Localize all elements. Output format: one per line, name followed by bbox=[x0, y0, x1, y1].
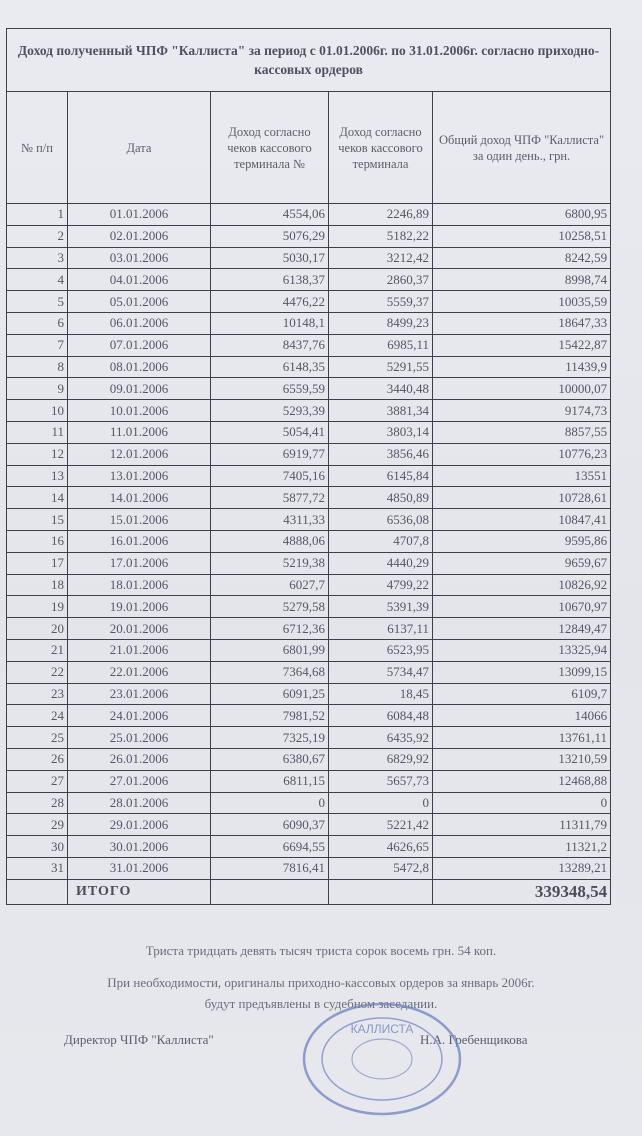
row-number: 8 bbox=[7, 356, 68, 378]
table-row bbox=[7, 705, 611, 727]
row-date: 25.01.2006 bbox=[68, 727, 211, 749]
row-income-terminal-1: 5219,38 bbox=[211, 552, 329, 574]
table-row bbox=[7, 487, 611, 509]
row-number: 1 bbox=[7, 204, 68, 226]
row-total: 9595,86 bbox=[433, 530, 611, 552]
row-total: 13325,94 bbox=[433, 639, 611, 661]
row-income-terminal-2: 2246,89 bbox=[329, 204, 433, 226]
row-income-terminal-2: 6523,95 bbox=[329, 639, 433, 661]
row-total: 10728,61 bbox=[433, 487, 611, 509]
row-date: 10.01.2006 bbox=[68, 400, 211, 422]
row-total: 6800,95 bbox=[433, 204, 611, 226]
row-total: 12849,47 bbox=[433, 618, 611, 640]
row-date: 12.01.2006 bbox=[68, 443, 211, 465]
row-income-terminal-1: 6027,7 bbox=[211, 574, 329, 596]
row-number: 26 bbox=[7, 748, 68, 770]
row-date: 22.01.2006 bbox=[68, 661, 211, 683]
row-total: 15422,87 bbox=[433, 334, 611, 356]
table-title: Доход полученный ЧПФ "Каллиста" за период с 01.01.2006г. по 31.01.2006г. согласно приходно-кассовых ордеров bbox=[7, 29, 611, 92]
table-row bbox=[7, 269, 611, 291]
row-date: 13.01.2006 bbox=[68, 465, 211, 487]
row-number: 16 bbox=[7, 530, 68, 552]
table-row bbox=[7, 421, 611, 443]
row-income-terminal-2: 4626,65 bbox=[329, 836, 433, 858]
note-line-1: При необходимости, оригиналы приходно-кассовых ордеров за январь 2006г. bbox=[107, 975, 535, 990]
row-total: 8857,55 bbox=[433, 421, 611, 443]
table-row bbox=[7, 770, 611, 792]
row-total: 9659,67 bbox=[433, 552, 611, 574]
row-income-terminal-2: 6137,11 bbox=[329, 618, 433, 640]
row-date: 18.01.2006 bbox=[68, 574, 211, 596]
row-income-terminal-1: 4476,22 bbox=[211, 291, 329, 313]
row-income-terminal-2: 4440,29 bbox=[329, 552, 433, 574]
total-value: 339348,54 bbox=[433, 879, 611, 904]
row-date: 17.01.2006 bbox=[68, 552, 211, 574]
row-number: 10 bbox=[7, 400, 68, 422]
row-total: 8998,74 bbox=[433, 269, 611, 291]
row-date: 19.01.2006 bbox=[68, 596, 211, 618]
row-income-terminal-1: 7325,19 bbox=[211, 727, 329, 749]
table-row bbox=[7, 683, 611, 705]
row-date: 06.01.2006 bbox=[68, 312, 211, 334]
row-date: 05.01.2006 bbox=[68, 291, 211, 313]
row-date: 14.01.2006 bbox=[68, 487, 211, 509]
row-income-terminal-1: 5279,58 bbox=[211, 596, 329, 618]
row-total: 8242,59 bbox=[433, 247, 611, 269]
row-date: 07.01.2006 bbox=[68, 334, 211, 356]
row-income-terminal-2: 8499,23 bbox=[329, 312, 433, 334]
row-total: 12468,88 bbox=[433, 770, 611, 792]
row-date: 11.01.2006 bbox=[68, 421, 211, 443]
table-body bbox=[7, 204, 611, 880]
row-number: 21 bbox=[7, 639, 68, 661]
row-income-terminal-1: 5076,29 bbox=[211, 225, 329, 247]
table-row bbox=[7, 530, 611, 552]
row-income-terminal-1: 5293,39 bbox=[211, 400, 329, 422]
row-number: 2 bbox=[7, 225, 68, 247]
row-date: 01.01.2006 bbox=[68, 204, 211, 226]
row-total: 14066 bbox=[433, 705, 611, 727]
row-income-terminal-2: 3440,48 bbox=[329, 378, 433, 400]
row-number: 23 bbox=[7, 683, 68, 705]
table-row bbox=[7, 378, 611, 400]
row-income-terminal-1: 5030,17 bbox=[211, 247, 329, 269]
row-number: 19 bbox=[7, 596, 68, 618]
table-row bbox=[7, 204, 611, 226]
table-row bbox=[7, 814, 611, 836]
row-income-terminal-1: 5054,41 bbox=[211, 421, 329, 443]
row-total: 9174,73 bbox=[433, 400, 611, 422]
row-income-terminal-1: 6090,37 bbox=[211, 814, 329, 836]
row-income-terminal-2: 2860,37 bbox=[329, 269, 433, 291]
table-row bbox=[7, 618, 611, 640]
row-income-terminal-2: 5559,37 bbox=[329, 291, 433, 313]
total-empty-cell bbox=[7, 879, 68, 904]
row-total: 10847,41 bbox=[433, 509, 611, 531]
total-empty-cell bbox=[329, 879, 433, 904]
table-row bbox=[7, 443, 611, 465]
row-total: 10035,59 bbox=[433, 291, 611, 313]
row-income-terminal-1: 6091,25 bbox=[211, 683, 329, 705]
table-row bbox=[7, 400, 611, 422]
row-income-terminal-2: 6084,48 bbox=[329, 705, 433, 727]
row-income-terminal-1: 6919,77 bbox=[211, 443, 329, 465]
row-income-terminal-2: 5221,42 bbox=[329, 814, 433, 836]
row-date: 15.01.2006 bbox=[68, 509, 211, 531]
header-income-terminal-2: Доход согласно чеков кассового терминала bbox=[329, 92, 433, 204]
table-row bbox=[7, 552, 611, 574]
row-income-terminal-2: 5657,73 bbox=[329, 770, 433, 792]
header-num: № п/п bbox=[7, 92, 68, 204]
total-empty-cell bbox=[211, 879, 329, 904]
row-number: 4 bbox=[7, 269, 68, 291]
row-date: 04.01.2006 bbox=[68, 269, 211, 291]
row-date: 30.01.2006 bbox=[68, 836, 211, 858]
total-label: ИТОГО bbox=[68, 879, 211, 904]
row-total: 10258,51 bbox=[433, 225, 611, 247]
stamp-text: КАЛЛИСТА bbox=[350, 1022, 414, 1036]
header-total-per-day: Общий доход ЧПФ "Каллиста" за один день., грн. bbox=[433, 92, 611, 204]
row-number: 24 bbox=[7, 705, 68, 727]
row-total: 13210,59 bbox=[433, 748, 611, 770]
row-number: 6 bbox=[7, 312, 68, 334]
row-income-terminal-1: 6712,36 bbox=[211, 618, 329, 640]
row-number: 30 bbox=[7, 836, 68, 858]
row-date: 02.01.2006 bbox=[68, 225, 211, 247]
row-income-terminal-1: 6801,99 bbox=[211, 639, 329, 661]
table-row bbox=[7, 836, 611, 858]
row-number: 7 bbox=[7, 334, 68, 356]
round-seal-stamp bbox=[300, 1000, 464, 1118]
row-income-terminal-2: 5472,8 bbox=[329, 857, 433, 879]
row-total: 11321,2 bbox=[433, 836, 611, 858]
row-income-terminal-2: 5391,39 bbox=[329, 596, 433, 618]
row-income-terminal-2: 3881,34 bbox=[329, 400, 433, 422]
row-income-terminal-1: 6694,55 bbox=[211, 836, 329, 858]
row-number: 31 bbox=[7, 857, 68, 879]
row-income-terminal-1: 5877,72 bbox=[211, 487, 329, 509]
row-number: 14 bbox=[7, 487, 68, 509]
row-number: 5 bbox=[7, 291, 68, 313]
row-number: 15 bbox=[7, 509, 68, 531]
row-income-terminal-1: 6380,67 bbox=[211, 748, 329, 770]
row-income-terminal-2: 6536,08 bbox=[329, 509, 433, 531]
row-date: 23.01.2006 bbox=[68, 683, 211, 705]
row-date: 20.01.2006 bbox=[68, 618, 211, 640]
row-income-terminal-2: 18,45 bbox=[329, 683, 433, 705]
row-income-terminal-2: 5182,22 bbox=[329, 225, 433, 247]
table-row bbox=[7, 792, 611, 814]
row-number: 20 bbox=[7, 618, 68, 640]
table-row bbox=[7, 465, 611, 487]
director-position: Директор ЧПФ "Каллиста" bbox=[64, 1032, 214, 1047]
table-row bbox=[7, 225, 611, 247]
row-date: 29.01.2006 bbox=[68, 814, 211, 836]
row-total: 11439,9 bbox=[433, 356, 611, 378]
row-income-terminal-2: 6829,92 bbox=[329, 748, 433, 770]
table-row bbox=[7, 334, 611, 356]
row-income-terminal-2: 3212,42 bbox=[329, 247, 433, 269]
row-income-terminal-2: 5291,55 bbox=[329, 356, 433, 378]
table-row bbox=[7, 509, 611, 531]
row-income-terminal-1: 4311,33 bbox=[211, 509, 329, 531]
table-row bbox=[7, 574, 611, 596]
row-income-terminal-1: 6148,35 bbox=[211, 356, 329, 378]
row-income-terminal-1: 6811,15 bbox=[211, 770, 329, 792]
row-income-terminal-1: 7405,16 bbox=[211, 465, 329, 487]
row-number: 17 bbox=[7, 552, 68, 574]
row-income-terminal-2: 3803,14 bbox=[329, 421, 433, 443]
row-income-terminal-1: 4554,06 bbox=[211, 204, 329, 226]
row-income-terminal-2: 3856,46 bbox=[329, 443, 433, 465]
row-date: 24.01.2006 bbox=[68, 705, 211, 727]
table-row bbox=[7, 857, 611, 879]
row-total: 0 bbox=[433, 792, 611, 814]
row-income-terminal-1: 8437,76 bbox=[211, 334, 329, 356]
row-income-terminal-2: 4707,8 bbox=[329, 530, 433, 552]
row-number: 25 bbox=[7, 727, 68, 749]
row-date: 26.01.2006 bbox=[68, 748, 211, 770]
row-income-terminal-1: 7816,41 bbox=[211, 857, 329, 879]
row-date: 31.01.2006 bbox=[68, 857, 211, 879]
total-row bbox=[7, 879, 611, 904]
row-income-terminal-1: 0 bbox=[211, 792, 329, 814]
table-row bbox=[7, 639, 611, 661]
table-row bbox=[7, 356, 611, 378]
row-date: 09.01.2006 bbox=[68, 378, 211, 400]
row-income-terminal-1: 6138,37 bbox=[211, 269, 329, 291]
row-income-terminal-1: 6559,59 bbox=[211, 378, 329, 400]
table-row bbox=[7, 291, 611, 313]
row-date: 27.01.2006 bbox=[68, 770, 211, 792]
row-date: 08.01.2006 bbox=[68, 356, 211, 378]
row-date: 16.01.2006 bbox=[68, 530, 211, 552]
director-name: Н.А. Гребенщикова bbox=[420, 1032, 528, 1047]
header-income-terminal-1: Доход согласно чеков кассового терминала № bbox=[211, 92, 329, 204]
table-row bbox=[7, 727, 611, 749]
row-number: 22 bbox=[7, 661, 68, 683]
row-income-terminal-1: 7364,68 bbox=[211, 661, 329, 683]
row-income-terminal-2: 6435,92 bbox=[329, 727, 433, 749]
row-total: 10000,07 bbox=[433, 378, 611, 400]
row-total: 10670,97 bbox=[433, 596, 611, 618]
row-number: 18 bbox=[7, 574, 68, 596]
table-row bbox=[7, 247, 611, 269]
sum-in-words: Триста тридцать девять тысяч триста сорок восемь грн. 54 коп. bbox=[145, 943, 497, 958]
row-income-terminal-2: 0 bbox=[329, 792, 433, 814]
row-number: 28 bbox=[7, 792, 68, 814]
row-number: 12 bbox=[7, 443, 68, 465]
header-date: Дата bbox=[68, 92, 211, 204]
row-total: 13761,11 bbox=[433, 727, 611, 749]
row-income-terminal-2: 4799,22 bbox=[329, 574, 433, 596]
table-row bbox=[7, 312, 611, 334]
row-total: 18647,33 bbox=[433, 312, 611, 334]
row-income-terminal-2: 6145,84 bbox=[329, 465, 433, 487]
row-number: 13 bbox=[7, 465, 68, 487]
row-date: 03.01.2006 bbox=[68, 247, 211, 269]
row-total: 10826,92 bbox=[433, 574, 611, 596]
table-row bbox=[7, 596, 611, 618]
row-income-terminal-1: 10148,1 bbox=[211, 312, 329, 334]
row-total: 10776,23 bbox=[433, 443, 611, 465]
row-total: 6109,7 bbox=[433, 683, 611, 705]
row-number: 11 bbox=[7, 421, 68, 443]
row-income-terminal-2: 5734,47 bbox=[329, 661, 433, 683]
row-number: 27 bbox=[7, 770, 68, 792]
row-income-terminal-1: 7981,52 bbox=[211, 705, 329, 727]
note-line-2: будут предъявлены в судебном заседании. bbox=[204, 996, 438, 1011]
row-income-terminal-2: 6985,11 bbox=[329, 334, 433, 356]
row-date: 28.01.2006 bbox=[68, 792, 211, 814]
row-income-terminal-1: 4888,06 bbox=[211, 530, 329, 552]
row-total: 13289,21 bbox=[433, 857, 611, 879]
row-number: 3 bbox=[7, 247, 68, 269]
table-row bbox=[7, 661, 611, 683]
income-table bbox=[6, 28, 611, 905]
row-total: 13551 bbox=[433, 465, 611, 487]
row-income-terminal-2: 4850,89 bbox=[329, 487, 433, 509]
table-row bbox=[7, 748, 611, 770]
row-total: 13099,15 bbox=[433, 661, 611, 683]
row-number: 29 bbox=[7, 814, 68, 836]
row-number: 9 bbox=[7, 378, 68, 400]
row-total: 11311,79 bbox=[433, 814, 611, 836]
row-date: 21.01.2006 bbox=[68, 639, 211, 661]
